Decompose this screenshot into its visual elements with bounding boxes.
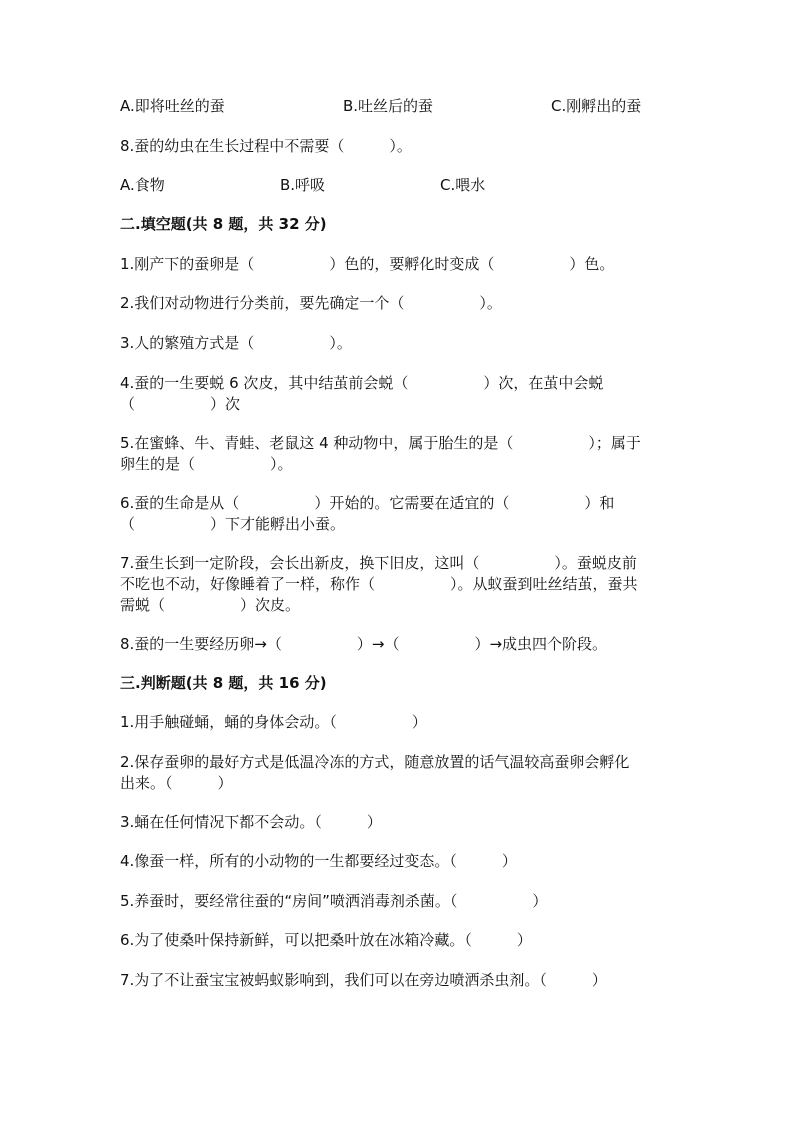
section3-title: 三.判断题(共 8 题，共 16 分) xyxy=(120,674,327,692)
judge-q2-line2: 出来。（ ） xyxy=(120,774,233,792)
q7-option-a: A.即将吐丝的蚕 xyxy=(120,97,225,115)
judge-q7: 7.为了不让蚕宝宝被蚂蚁影响到，我们可以在旁边喷洒杀虫剂。（ ） xyxy=(120,971,607,989)
q8-option-c: C.喂水 xyxy=(440,176,486,194)
q8-text: 8.蚕的幼虫在生长过程中不需要（ ）。 xyxy=(120,137,412,155)
fill-q3: 3.人的繁殖方式是（ ）。 xyxy=(120,334,352,352)
q7-option-c: C.刚孵出的蚕 xyxy=(551,97,642,115)
q8-option-b: B.呼吸 xyxy=(280,176,326,194)
judge-q4: 4.像蚕一样，所有的小动物的一生都要经过变态。（ ） xyxy=(120,852,517,870)
judge-q6: 6.为了使桑叶保持新鲜，可以把桑叶放在冰箱冷藏。（ ） xyxy=(120,931,532,949)
fill-q4-line2: （ ）次 xyxy=(120,395,241,413)
fill-q1: 1.刚产下的蚕卵是（ ）色的，要孵化时变成（ ）色。 xyxy=(120,255,615,273)
judge-q1: 1.用手触碰蛹，蛹的身体会动。（ ） xyxy=(120,713,427,731)
fill-q6-line2: （ ）下才能孵出小蚕。 xyxy=(120,515,346,533)
q7-option-b: B.吐丝后的蚕 xyxy=(343,97,434,115)
fill-q7-line2: 不吃也不动，好像睡着了一样，称作（ ）。从蚁蚕到吐丝结茧，蚕共 xyxy=(120,575,638,593)
fill-q7-line3: 需蜕（ ）次皮。 xyxy=(120,596,301,614)
judge-q2-line1: 2.保存蚕卵的最好方式是低温冷冻的方式，随意放置的话气温较高蚕卵会孵化 xyxy=(120,753,630,771)
fill-q8: 8.蚕的一生要经历卵→（ ）→（ ）→成虫四个阶段。 xyxy=(120,635,608,653)
fill-q7-line1: 7.蚕生长到一定阶段，会长出新皮，换下旧皮，这叫（ ）。蚕蜕皮前 xyxy=(120,554,637,572)
q8-option-a: A.食物 xyxy=(120,176,165,194)
fill-q5-line1: 5.在蜜蜂、牛、青蛙、老鼠这 4 种动物中，属于胎生的是（ ）；属于 xyxy=(120,434,641,452)
fill-q5-line2: 卵生的是（ ）。 xyxy=(120,455,293,473)
section2-title: 二.填空题(共 8 题，共 32 分) xyxy=(120,215,327,233)
judge-q3: 3.蛹在任何情况下都不会动。（ ） xyxy=(120,813,382,831)
fill-q6-line1: 6.蚕的生命是从（ ）开始的。它需要在适宜的（ ）和 xyxy=(120,494,615,512)
fill-q2: 2.我们对动物进行分类前，要先确定一个（ ）。 xyxy=(120,294,502,312)
fill-q4-line1: 4.蚕的一生要蜕 6 次皮，其中结茧前会蜕（ ）次，在茧中会蜕 xyxy=(120,374,604,392)
judge-q5: 5.养蚕时，要经常往蚕的“房间”喷洒消毒剂杀菌。（ ） xyxy=(120,892,548,910)
